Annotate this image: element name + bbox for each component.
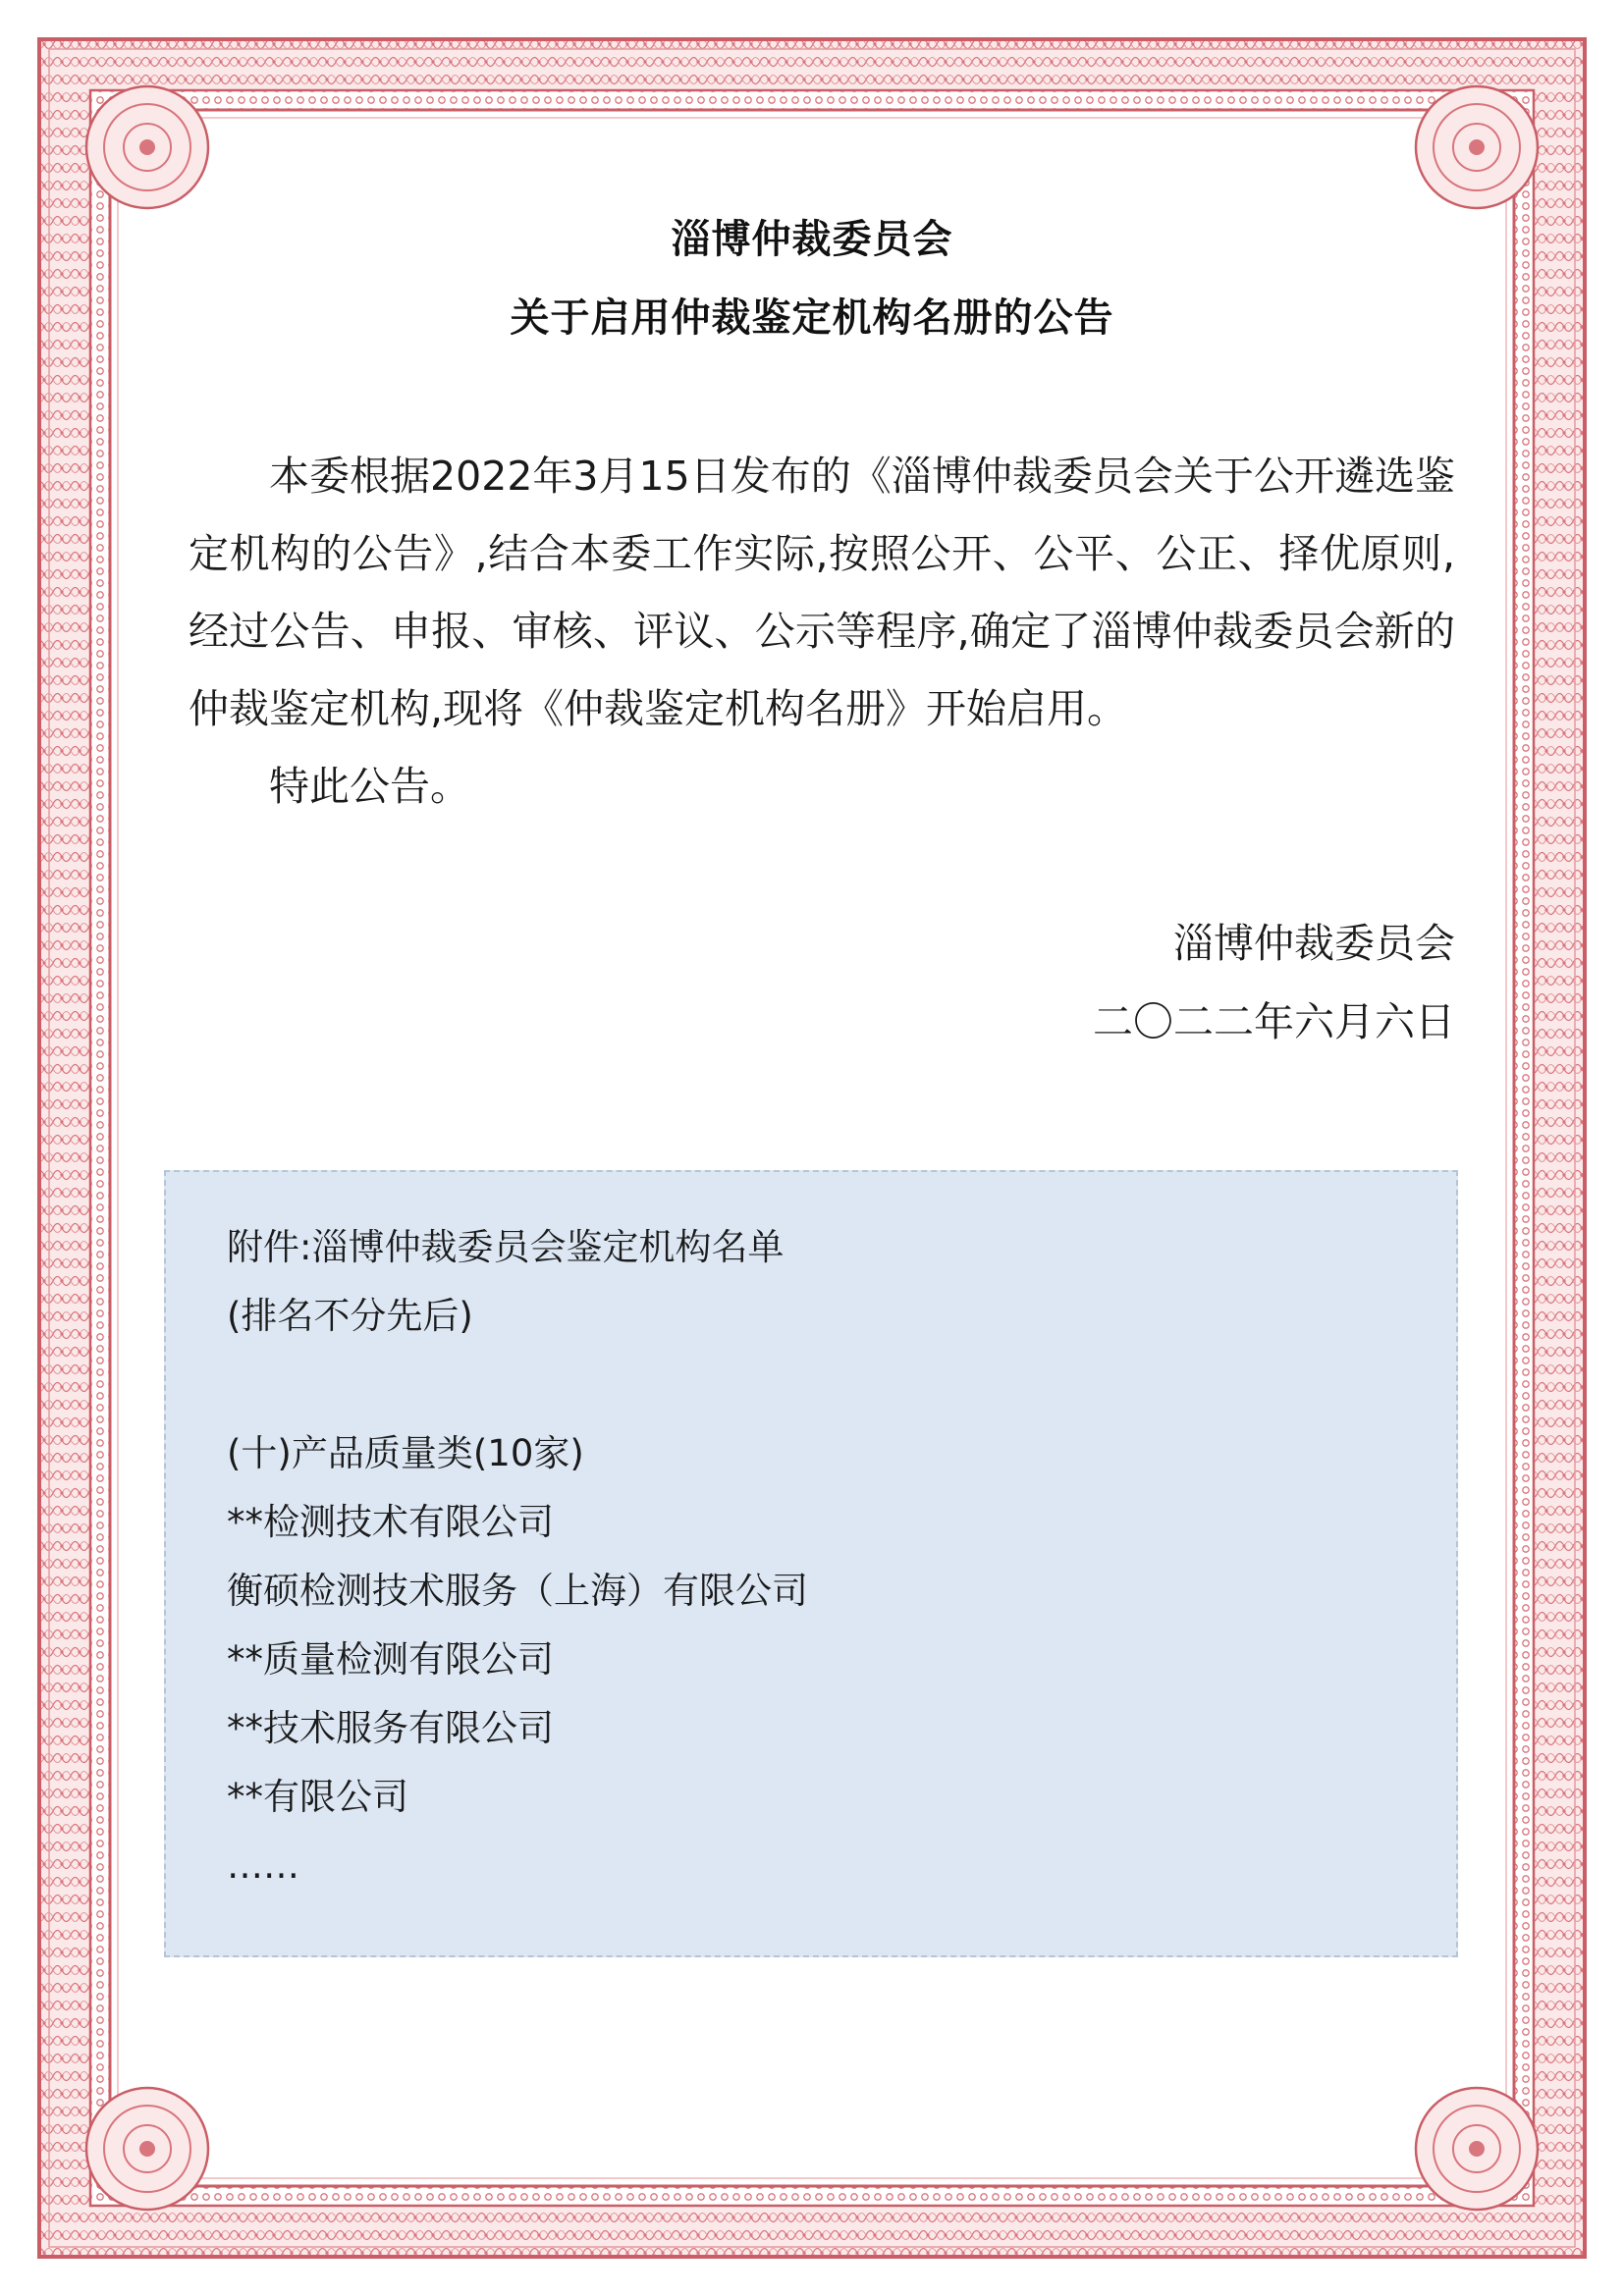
notice-body [189, 438, 1455, 826]
attachment-item: **有限公司 [227, 1776, 408, 1818]
attachment-item: 衡硕检测技术服务（上海）有限公司 [227, 1570, 808, 1612]
notice-title-line2: 关于启用仲裁鉴定机构名册的公告 [510, 295, 1114, 341]
notice-paragraph-2: 特此公告。 [269, 763, 470, 810]
notice-paragraph-1: 本委根据2022年3月15日发布的《淄博仲裁委员会关于公开遴选鉴定机构的公告》,结合本委工作实际,按照公开、公平、公正、择优原则,经过公告、申报、审核、评议、公示等程序,确定了淄博仲裁委员会新的仲裁鉴定机构,现将《仲裁鉴定机构名册》开始启用。 [189, 453, 1455, 732]
attachment-ellipsis: …… [227, 1844, 299, 1887]
attachment-spacer [227, 1351, 808, 1419]
attachment-box [164, 1170, 1458, 1957]
attachment-note: (排名不分先后) [227, 1295, 473, 1337]
attachment-item: **检测技术有限公司 [227, 1501, 554, 1543]
notice-title-line1: 淄博仲裁委员会 [671, 217, 953, 262]
signature-organization: 淄博仲裁委员会 [1173, 920, 1455, 967]
attachment-item: **技术服务有限公司 [227, 1707, 554, 1749]
attachment-category: (十)产品质量类(10家) [227, 1432, 584, 1474]
signature-date: 二〇二二年六月六日 [1093, 998, 1455, 1045]
attachment-list [227, 1213, 808, 1900]
attachment-item: **质量检测有限公司 [227, 1638, 554, 1681]
attachment-heading: 附件:淄博仲裁委员会鉴定机构名单 [227, 1226, 785, 1268]
